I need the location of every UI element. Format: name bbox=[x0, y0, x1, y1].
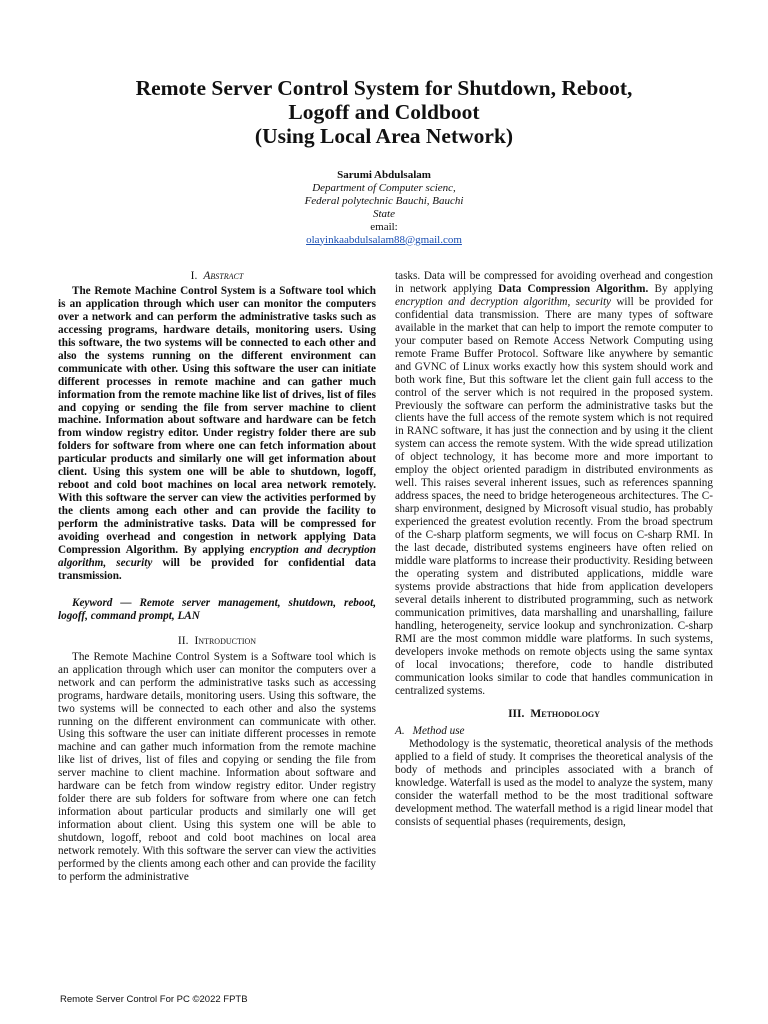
author-affiliation-2: Federal polytechnic Bauchi, Bauchi bbox=[304, 194, 464, 207]
introduction-number: II. bbox=[177, 634, 189, 647]
method-use-text: Method use bbox=[412, 725, 465, 738]
introduction-heading bbox=[58, 635, 376, 648]
method-use-label: A. bbox=[395, 725, 405, 738]
keywords: Keyword — Remote server management, shutdown, reboot, logoff, command prompt, LAN bbox=[58, 596, 376, 622]
author-block bbox=[184, 169, 584, 246]
left-column bbox=[58, 270, 376, 884]
author-affiliation-3: State bbox=[373, 207, 395, 220]
abstract-heading bbox=[58, 270, 376, 283]
continued-text bbox=[395, 270, 713, 697]
author-email-label: email: bbox=[370, 220, 398, 233]
title-line-3: (Using Local Area Network) bbox=[254, 124, 514, 148]
abstract-heading-text: Abstract bbox=[203, 270, 244, 282]
continued-start: tasks. Data will be compressed for avoiding overhead and congestion in network applying bbox=[395, 270, 713, 295]
abstract-body: The Remote Machine Control System is a Software tool which is an application through which user can monitor the computers over a network and can perform the administrative tasks such as accessing programs, hardware details, monitoring users. Using this software, the two systems will be connected to each other and also the systems running on the different environment can communicate with other. Using this software the user can initiate different processes in remote machine and can gather much information from the remote machine like list of drives, list of files and copying or sending the file from server machine to client machine. Information about software and hardware can be fetch from window registry editor. Under registry folder there are sub folders for software from where one can fetch information about particular products and similarly one will get information about client. Using this system one will be able to shutdown, logoff, reboot and cold boot machines on local area network remotely. With this software the server can view the activities performed by the clients among each other and can provide the facility to perform the administrative tasks. Data will be compressed for avoiding overhead and congestion in network applying Data Compression Algorithm. By applying bbox=[58, 284, 376, 557]
abstract-italic: encryption and decryption algorithm, security bbox=[58, 544, 376, 569]
introduction-heading-text: Introduction bbox=[194, 634, 257, 647]
methodology-text: Methodology is the systematic, theoretical analysis of the methods applied to a field of study. It comprises the theoretical analysis of the body of methods and principles associated with a branch of knowledge. Waterfall is used as the model to analyze the system, many consider the waterfall method to be the most traditional software development method. The waterfall method is a rigid linear model that consists of sequential phases (requirements, design, bbox=[395, 738, 713, 829]
title-line-2: Logoff and Coldboot bbox=[288, 100, 480, 124]
paper-title bbox=[60, 76, 708, 148]
right-column bbox=[395, 270, 713, 829]
abstract-number: I. bbox=[190, 270, 198, 282]
continued-mid: By applying bbox=[648, 282, 714, 295]
page-footer: Remote Server Control For PC ©2022 FPTB bbox=[60, 994, 248, 1005]
abstract-text bbox=[58, 285, 376, 583]
abstract-end: will be provided for confidential data transmission. bbox=[58, 556, 376, 582]
introduction-text: The Remote Machine Control System is a Software tool which is an application through which user can monitor the computers over a network and can perform the administrative tasks such as accessing programs, hardware details, monitoring users. Using this software, the two systems will be connected to each other and also the systems running on the different environment can communicate with other. Using this software the user can initiate different processes in remote machine and can gather much information from the remote machine like list of drives, list of files and copying or sending the file from server machine to client machine. Information about software and hardware can be fetch from window registry editor. Under registry folder there are sub folders for software from where one can fetch information about particular products and similarly one will get information about client. Using this system one will be able to shutdown, logoff, reboot and cold boot machines on local area network remotely. With this software the server can view the activities performed by the clients among each other and can provide the facility to perform the administrative bbox=[58, 650, 376, 883]
methodology-heading-text: Methodology bbox=[530, 708, 600, 721]
title-line-1: Remote Server Control System for Shutdown, Reboot, bbox=[135, 76, 633, 100]
methodology-heading bbox=[395, 708, 713, 721]
methodology-number: III. bbox=[508, 708, 525, 721]
continued-end: will be provided for confidential data transmission. There are many types of software available in the market that can help to import the remote computer to your computer based on Remote Access Network Computing using remote Frame Buffer Protocol. Software like anywhere by semantic and GVNC of Linux works exactly how this system should work and both work fine, But this software let the client gain full access to the control of the server which is not required in the proposed system. Previously the software can perform the administrative tasks but the clients have the full access of the remote system which is not required in RANC software, it has just the connection and by using it the client system can access the remote system. With the wide spread utilization of object technology, it has become more and more important to employ the object oriented paradigm in distributed environments as well. This raises several inherent issues, such as references spanning address spaces, the need to bridge heterogeneous architectures. The C-sharp environment, designed by Microsoft visual studio, has probably experienced the greatest evolution recently. From the broad spectrum of the C-sharp platform segments, we will focus on C-sharp RMI. In the last decade, distributed systems engineers have often relied on middle ware platforms to increase their productivity. Residing between the operating system and distributed applications, middle ware systems provide abstractions that hide from application developers several details inherent to distributed programming, such as network communication primitives, data marshalling and unarshalling, failure handling, heterogeneity, service lookup and synchronization. C-sharp RMI are the most common middle ware platforms. In such systems, developers invoke methods on remote objects using the same syntax of local invocations; therefore, code to handle distributed communication looks similar to code that handles communication in centralized systems. bbox=[395, 295, 713, 697]
author-email-link[interactable]: olayinkaabdulsalam88@gmail.com bbox=[306, 233, 462, 246]
method-use-subheading bbox=[395, 725, 713, 738]
author-name: Sarumi Abdulsalam bbox=[337, 169, 431, 181]
continued-bold: Data Compression Algorithm. bbox=[498, 282, 649, 295]
author-affiliation-1: Department of Computer scienc, bbox=[312, 181, 456, 194]
continued-italic: encryption and decryption algorithm, security bbox=[395, 295, 612, 308]
